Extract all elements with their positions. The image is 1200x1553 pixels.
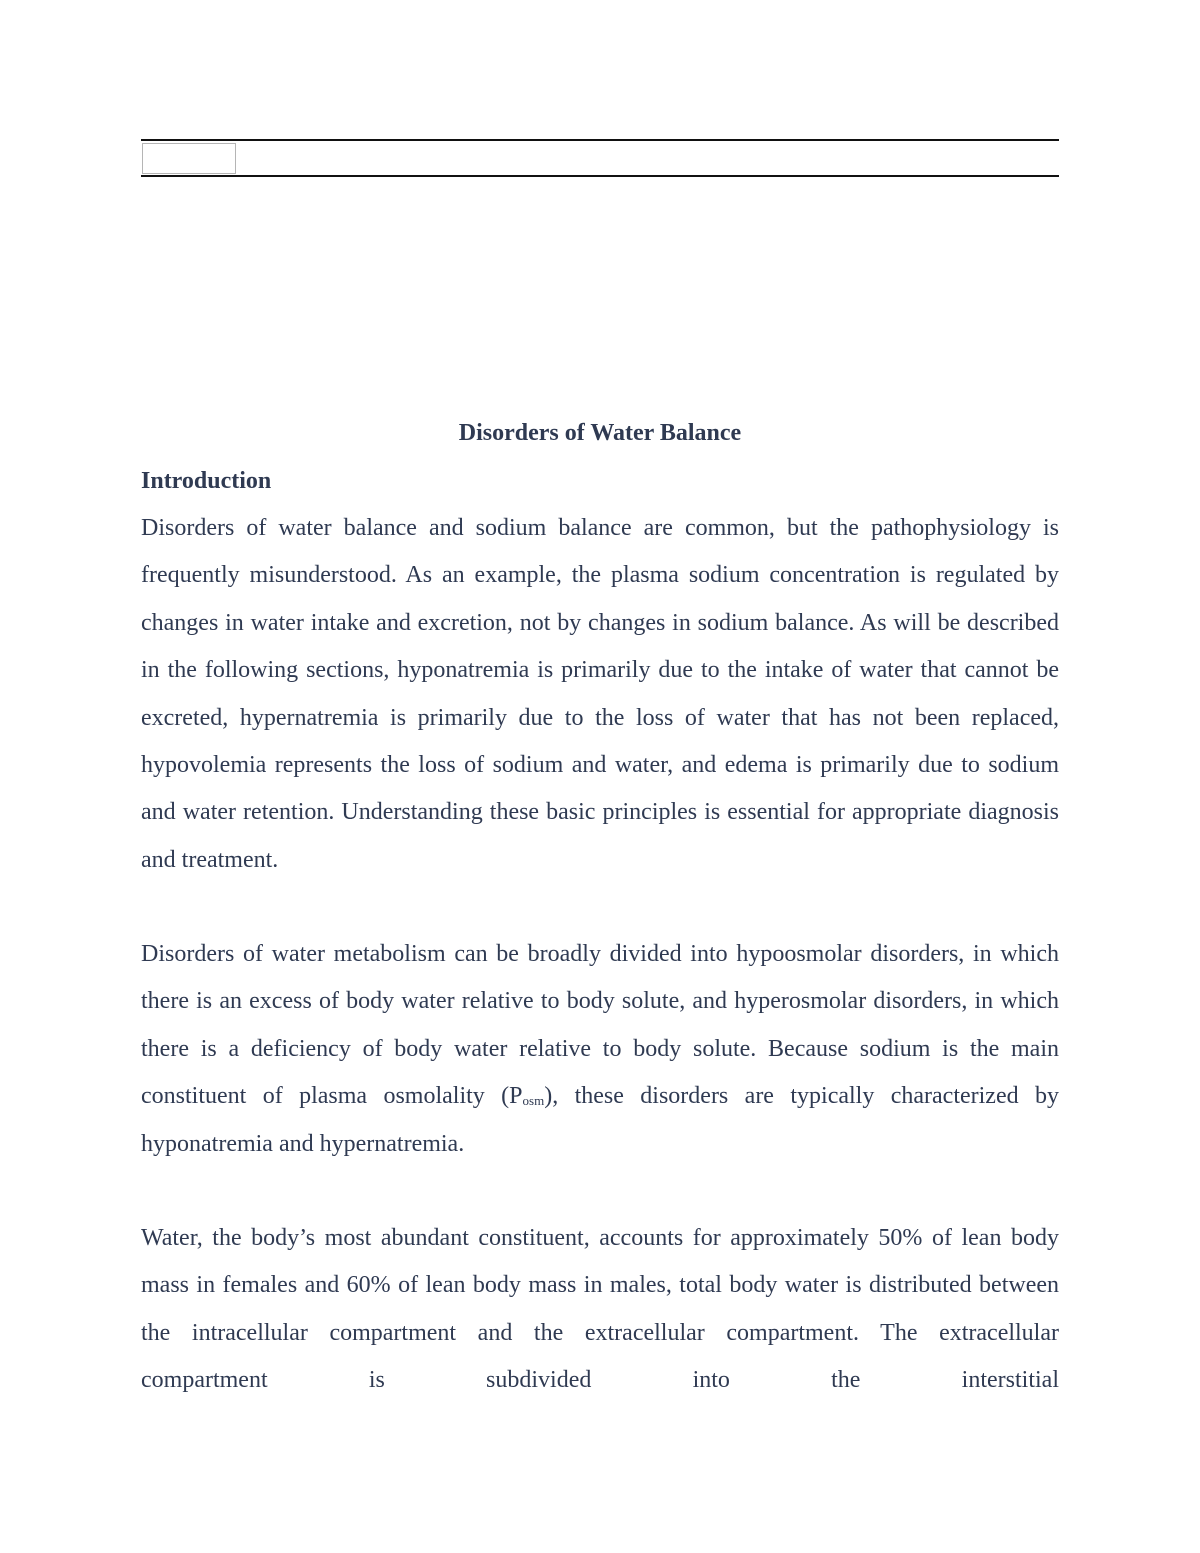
osm-subscript: osm <box>522 1093 545 1109</box>
paragraph-3: Water, the body’s most abundant constituent, accounts for approximately 50% of lean body mass in females and 60% of lean body mass in males, total body water is distributed between the intracellular compartment and the extracellular compartment. The extracellular compartment is subdivided into the interstitial <box>141 1225 1059 1394</box>
paragraph-1: Disorders of water balance and sodium balance are common, but the pathophysiology is frequently misunderstood. As an example, the plasma sodium concentration is regulated by changes in water intake and excretion, not by changes in sodium balance. As will be described in the following sections, hyponatremia is primarily due to the intake of water that cannot be excreted, hypernatremia is primarily due to the loss of water that has not been replaced, hypovolemia represents the loss of sodium and water, and edema is primarily due to sodium and water retention. Understanding these basic principles is essential for appropriate diagnosis and treatment. <box>141 515 1059 873</box>
header-page-box <box>142 143 236 174</box>
paragraph-2-text-after: ), these disorders are typically characterized by hyponatremia and hypernatremia. <box>141 1083 1059 1157</box>
section-heading: Introduction <box>141 468 272 494</box>
header-rule-bottom <box>141 175 1059 177</box>
paragraph-2 <box>141 931 1059 1168</box>
document-title: Disorders of Water Balance <box>458 420 742 446</box>
paragraph-2-text-before: Disorders of water metabolism can be broadly divided into hypoosmolar disorders, in which there is an excess of body water relative to body solute, and hyperosmolar disorders, in which there is a deficiency of body water relative to body solute. Because sodium is the main constituent of plasma osmolality (P <box>141 941 1059 1110</box>
header-rule-top <box>141 139 1059 141</box>
